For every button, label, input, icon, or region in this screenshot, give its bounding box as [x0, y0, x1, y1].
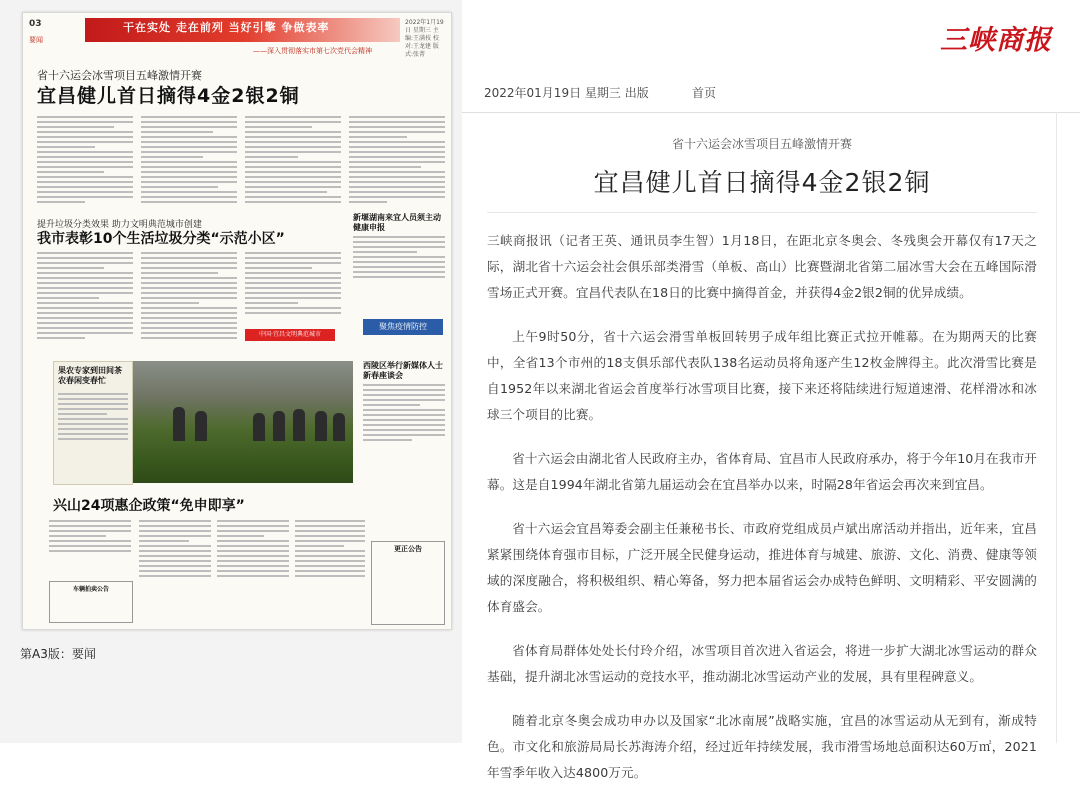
text-column [363, 381, 445, 481]
newspaper-masthead [23, 13, 451, 75]
covid-stamp: 聚焦疫情防控 [363, 319, 443, 335]
sidebar-story [353, 213, 445, 303]
divider [487, 212, 1037, 213]
correction-notice [371, 541, 445, 625]
auction-notice [49, 581, 133, 623]
text-column [37, 249, 133, 349]
article-paragraph: 随着北京冬奥会成功申办以及国家“北冰南展”战略实施，宜昌的冰雪运动从无到有，渐成特色。市文化和旅游局局长苏海涛介绍，经过近年持续发展，我市滑雪场地总面积达60万㎡，2021年雪季年收入达4800万元。 [487, 713, 1037, 780]
notice-title: 更正公告 [394, 545, 422, 553]
text-column [353, 233, 445, 303]
divider [1056, 112, 1057, 743]
text-column [37, 113, 133, 213]
article-paragraph: 省十六运会宜昌筹委会副主任兼秘书长、市政府党组成员卢斌出席活动并指出，近年来，宜昌紧紧围绕体育强市目标，广泛开展全民健身运动，推进体育与城建、旅游、文化、消费、健康等领域的深度融合，将积极组织、精心筹备，努力把本届省运会办成特色鲜明、文明精彩、平安圆满的体育盛会。 [487, 521, 1037, 614]
sidebar-title: 西陵区举行新媒体人士新春座谈会 [363, 361, 443, 380]
photo-box-title: 果农专家到田间茶农春闲变春忙 [58, 366, 122, 385]
article-paragraph: 省十六运会由湖北省人民政府主办，省体育局、宜昌市人民政府承办，将于今年10月在我市开幕。这是自1994年湖北省第九届运动会在宜昌举办以来，时隔28年省运会再次来到宜昌。 [487, 451, 1037, 492]
site-logo[interactable]: 三峡商报 [940, 25, 1052, 56]
article-paragraph: 省体育局群体处处长付玲介绍，冰雪项目首次进入省运会，将进一步扩大湖北冰雪运动的群众基础，提升湖北冰雪运动的竞技水平，推动湖北冰雪运动产业的发展，具有里程碑意义。 [487, 643, 1037, 684]
second-headline: 我市表彰10个生活垃圾分类“示范小区” [37, 231, 285, 247]
lead-headline: 宜昌健儿首日摘得4金2银2铜 [37, 85, 300, 107]
sidebar-title: 新堰湖南来宜人员须主动健康申报 [353, 213, 441, 232]
text-column [217, 517, 289, 623]
home-link[interactable]: 首页 [692, 86, 717, 100]
text-column [245, 249, 341, 325]
article-paragraph: 上午9时50分，省十六运会滑雪单板回转男子成年组比赛正式拉开帷幕。在为期两天的比赛中，全省13个市州的18支俱乐部代表队138名运动员将角逐产生12枚金牌得主。此次滑雪比赛是自1952年以来湖北省运会首度举行冰雪项目比赛，接下来还将陆续进行短道速滑、花样滑冰和冰球三个项目的比赛。 [487, 329, 1037, 422]
page-number: 03 [29, 19, 42, 29]
third-headline: 兴山24项惠企政策“免申即享” [53, 498, 245, 514]
text-column [141, 249, 237, 349]
table-title: 车辆拍卖公告 [72, 586, 109, 593]
text-column [49, 517, 131, 577]
article-body [487, 228, 1037, 804]
text-column [295, 517, 365, 623]
text-column [141, 113, 237, 213]
photo-side-box [53, 361, 133, 485]
article-kicker: 省十六运会冰雪项目五峰激情开赛 [671, 137, 852, 151]
news-photo [133, 361, 353, 483]
text-column [139, 517, 211, 623]
lead-kicker: 省十六运会冰雪项目五峰激情开赛 [37, 69, 202, 82]
edition-info: 2022年1月19日 星期三 主编:王满枝 校对:王龙建 版式:张菁 [405, 19, 444, 58]
edition-date: 2022年01月19日 星期三 出版 [484, 86, 649, 100]
newspaper-page-image[interactable] [22, 12, 452, 630]
page-caption: 第A3版：要闻 [20, 647, 96, 661]
newspaper-panel [0, 0, 462, 743]
section-tag: 要闻 [29, 36, 43, 44]
text-column [58, 390, 128, 470]
article-title: 宜昌健儿首日摘得4金2银2铜 [593, 168, 931, 197]
slogan-text: 干在实处 走在前列 当好引擎 争做表率 [123, 21, 330, 34]
text-column [349, 113, 445, 213]
ad-strip: 中国·宜昌文明典范城市 [245, 329, 335, 341]
sidebar-story [363, 361, 445, 481]
article-paragraph: 三峡商报讯（记者王英、通讯员李生智）1月18日，在距北京冬奥会、冬残奥会开幕仅有17天之际，湖北省十六运会社会俱乐部类滑雪（单板、高山）比赛暨湖北省第二届冰雪大会在五峰国际滑雪场正式开赛。宜昌代表队在18日的比赛中摘得首金，并获得4金2银2铜的优异成绩。 [487, 233, 1037, 300]
second-kicker: 提升垃圾分类效果 助力文明典范城市创建 [37, 220, 202, 230]
slogan-subtext: ——深入贯彻落实市第七次党代会精神 [253, 47, 372, 55]
divider [462, 112, 1080, 113]
text-column [245, 113, 341, 213]
